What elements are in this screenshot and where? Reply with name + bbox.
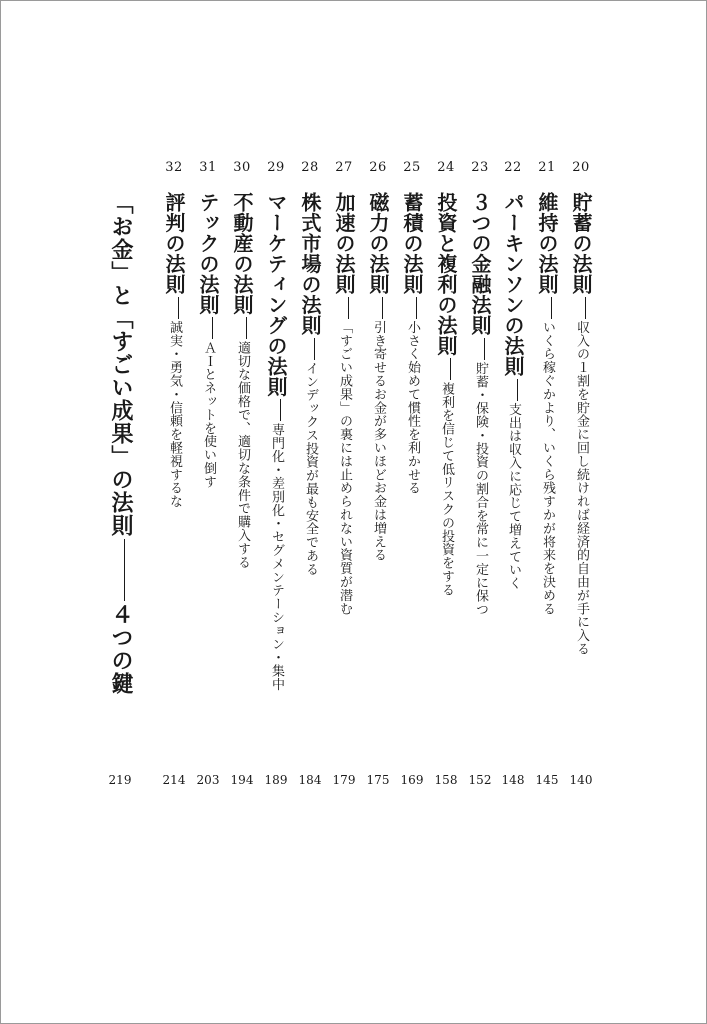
entry-subtitle: 誠実・勇気・信頼を軽視するな [167,320,182,509]
entry-subtitle: 複利を信じて低リスクの投資をする [439,382,454,597]
entry-title: ３つの金融法則 [468,192,492,336]
entry-page: 169 [400,773,424,787]
chapter-subtitle: ４つの鍵 [108,603,133,695]
dash-separator [585,297,586,319]
toc-entry-23[interactable] [460,0,500,1024]
entry-title: 投資と複利の法則 [434,192,458,356]
entry-page: 145 [535,773,559,787]
entry-number: 25 [403,160,421,175]
entry-number: 28 [301,160,319,175]
entry-number: 26 [369,160,387,175]
dash-separator [484,338,485,360]
toc-chapter[interactable] [100,0,140,1024]
entry-page: 140 [569,773,593,787]
dash-separator [348,297,349,319]
toc-entry-30[interactable] [222,0,262,1024]
entry-number: 27 [335,160,353,175]
entry-page: 189 [264,773,288,787]
entry-page: 184 [298,773,322,787]
entry-title: マーケティングの法則 [264,192,288,397]
entry-title: テックの法則 [196,192,220,315]
entry-title: 評判の法則 [162,192,186,295]
dash-separator [124,539,125,601]
toc-entry-29[interactable] [256,0,296,1024]
toc-entry-21[interactable] [527,0,567,1024]
toc-entry-20[interactable] [561,0,601,1024]
dash-separator [178,297,179,319]
entry-title: 維持の法則 [535,192,559,295]
entry-subtitle: 適切な価格で、適切な条件で購入する [235,341,250,569]
entry-subtitle: インデックス投資が最も安全である [303,361,318,576]
toc-entry-32[interactable] [154,0,194,1024]
dash-separator [382,297,383,319]
toc-entry-24[interactable] [426,0,466,1024]
entry-page: 152 [468,773,492,787]
dash-separator [314,338,315,360]
entry-number: 32 [165,160,183,175]
toc-entry-26[interactable] [358,0,398,1024]
entry-page: 175 [366,773,390,787]
entry-title: 株式市場の法則 [298,192,322,336]
entry-page: 214 [162,773,186,787]
entry-number: 23 [471,160,489,175]
entry-subtitle: 引き寄せるお金が多いほどお金は増える [371,320,386,562]
entry-title: 磁力の法則 [366,192,390,295]
entry-subtitle: 貯蓄・保険・投資の割合を常に一定に保つ [473,361,488,617]
entry-subtitle: 専門化・差別化・セグメンテーション・集中 [269,423,284,691]
toc-entry-27[interactable] [324,0,364,1024]
entry-subtitle: いくら稼ぐかより、いくら残すかが将来を決める [540,320,555,616]
dash-separator [246,317,247,339]
dash-separator [517,379,518,401]
entry-title: 加速の法則 [332,192,356,295]
entry-number: 21 [538,160,556,175]
entry-page: 179 [332,773,356,787]
entry-subtitle: ＡＩとネットを使い倒す [201,341,216,489]
entry-title: 貯蓄の法則 [569,192,593,295]
entry-title: パーキンソンの法則 [501,192,525,377]
entry-title: 蓄積の法則 [400,192,424,295]
entry-subtitle: 収入の１割を貯金に回し続ければ経済的自由が手に入る [574,320,589,656]
chapter-title: 「お金」と「すごい成果」の法則 [108,192,133,537]
entry-title: 不動産の法則 [230,192,254,315]
entry-number: 31 [199,160,217,175]
entry-page: 158 [434,773,458,787]
entry-subtitle: 小さく始めて慣性を利かせる [405,320,420,495]
entry-page: 194 [230,773,254,787]
entry-number: 30 [233,160,251,175]
entry-subtitle: 「すごい成果」の裏には止められない資質が潜む [337,320,352,616]
entry-number: 20 [572,160,590,175]
toc-entry-25[interactable] [392,0,432,1024]
dash-separator [416,297,417,319]
entry-subtitle: 支出は収入に応じて増えていく [506,402,521,591]
toc-entry-28[interactable] [290,0,330,1024]
toc-entry-31[interactable] [188,0,228,1024]
entry-page: 203 [196,773,220,787]
entry-page: 148 [501,773,525,787]
entry-number: 22 [504,160,522,175]
chapter-page: 219 [108,773,132,787]
dash-separator [212,317,213,339]
entry-number: 29 [267,160,285,175]
entry-number: 24 [437,160,455,175]
dash-separator [450,358,451,380]
dash-separator [280,399,281,421]
dash-separator [551,297,552,319]
